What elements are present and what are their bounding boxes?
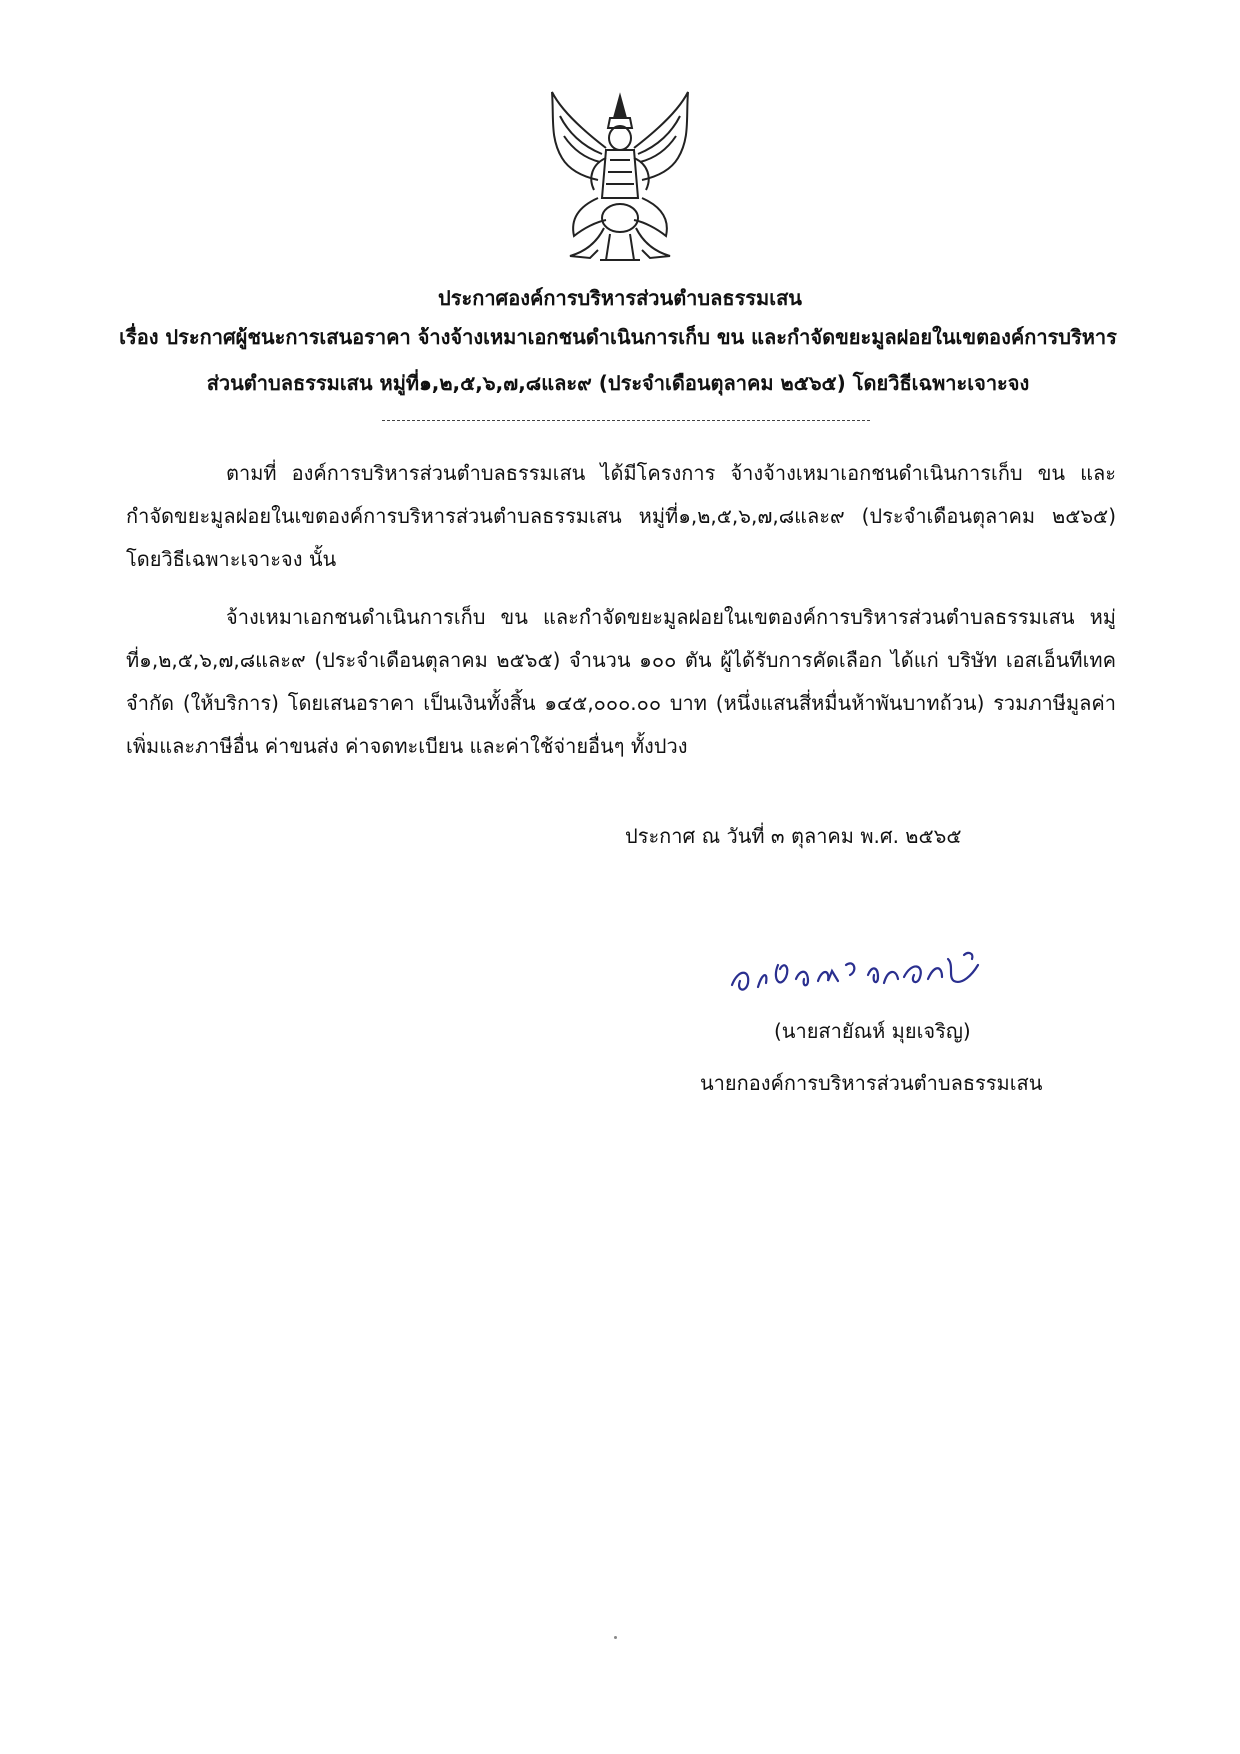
signer-position: นายกองค์การบริหารส่วนตำบลธรรมเสน [700, 1071, 1043, 1095]
signer-name: (นายสายัณห์ มุยเจริญ) [774, 1019, 971, 1043]
announcement-subject: เรื่อง ประกาศผู้ชนะการเสนอราคา จ้างจ้างเหมาเอกชนดำเนินการเก็บ ขน และกำจัดขยะมูลฝอยในเขตองค์การบริหารส่วนตำบลธรรมเสน หมู่ที่๑,๒,๕,๖,๗,๘และ๙ (ประจำเดือนตุลาคม ๒๕๖๕) โดยวิธีเฉพาะเจาะจง [119, 325, 1117, 395]
paragraph-1: ตามที่ องค์การบริหารส่วนตำบลธรรมเสน ได้มีโครงการ จ้างจ้างเหมาเอกชนดำเนินการเก็บ ขน และกำจัดขยะมูลฝอยในเขตองค์การบริหารส่วนตำบลธรรมเสน หมู่ที่๑,๒,๕,๖,๗,๘และ๙ (ประจำเดือนตุลาคม ๒๕๖๕) โดยวิธีเฉพาะเจาะจง นั้น [126, 461, 1116, 571]
announcement-date: ประกาศ ณ วันที่ ๓ ตุลาคม พ.ศ. ๒๕๖๕ [625, 824, 962, 848]
handwritten-signature [728, 935, 1008, 1005]
scan-speck [614, 1636, 617, 1639]
garuda-emblem-icon [540, 88, 700, 268]
announcement-title: ประกาศองค์การบริหารส่วนตำบลธรรมเสน [438, 286, 802, 310]
paragraph-2: จ้างเหมาเอกชนดำเนินการเก็บ ขน และกำจัดขยะมูลฝอยในเขตองค์การบริหารส่วนตำบลธรรมเสน หมู่ที่๑,๒,๕,๖,๗,๘และ๙ (ประจำเดือนตุลาคม ๒๕๖๕) จำนวน ๑๐๐ ตัน ผู้ได้รับการคัดเลือก ได้แก่ บริษัท เอสเอ็นทีเทค จำกัด (ให้บริการ) โดยเสนอราคา เป็นเงินทั้งสิ้น ๑๔๕,๐๐๐.๐๐ บาท (หนึ่งแสนสี่หมื่นห้าพันบาทถ้วน) รวมภาษีมูลค่าเพิ่มและภาษีอื่น ค่าขนส่ง ค่าจดทะเบียน และค่าใช้จ่ายอื่นๆ ทั้งปวง [126, 605, 1116, 758]
divider [382, 420, 870, 421]
